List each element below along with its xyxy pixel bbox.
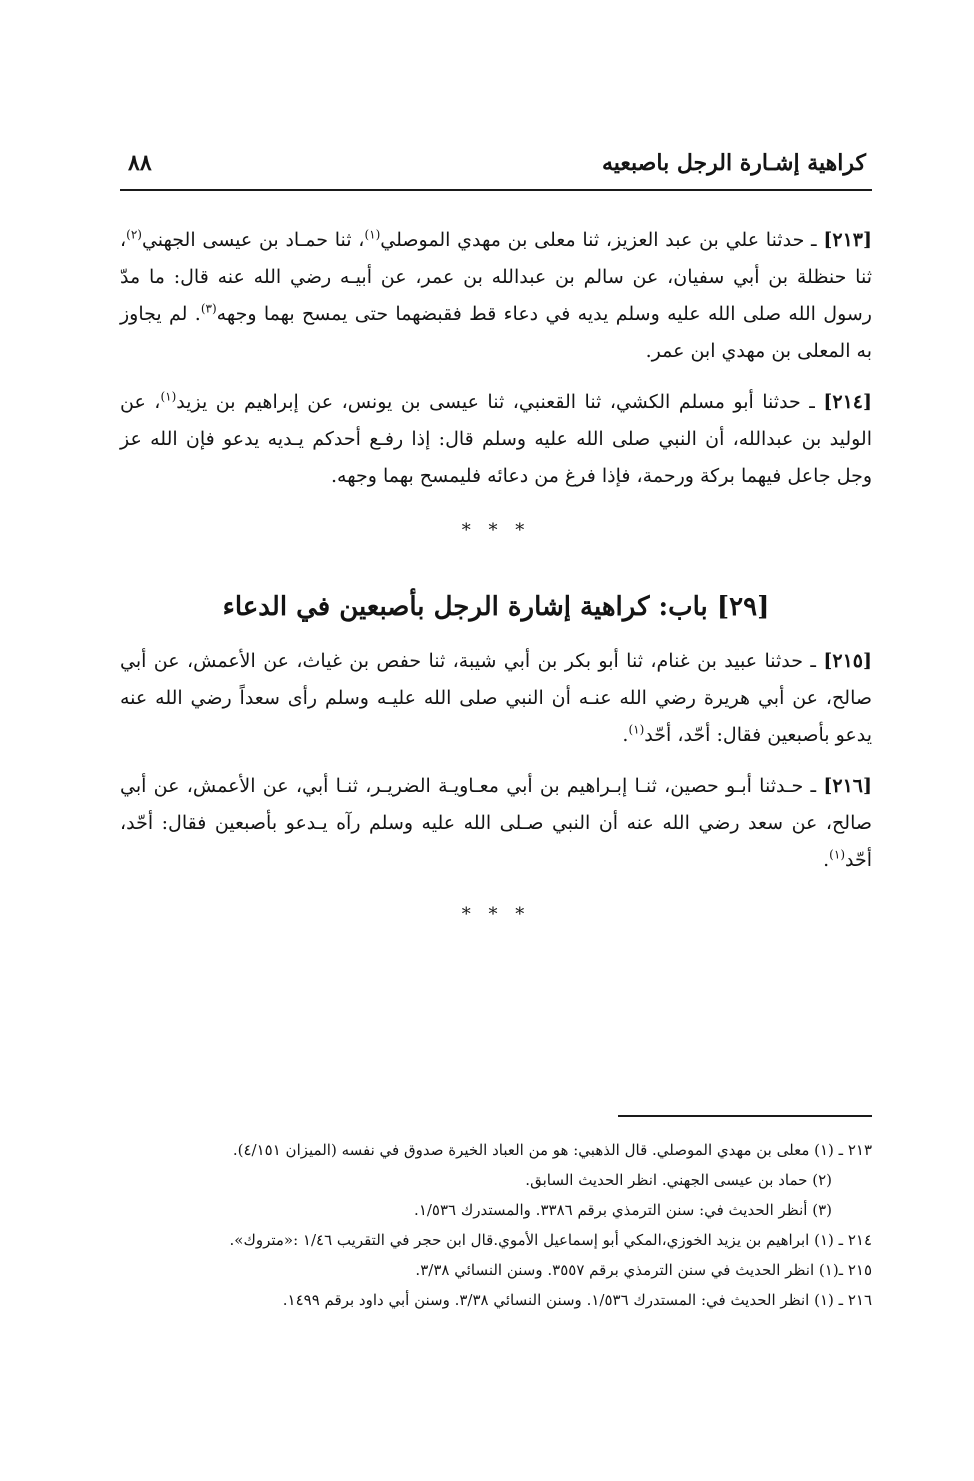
footnote: (٢) حماد بن عيسى الجهني. انظر الحديث السابق. — [525, 1171, 832, 1189]
running-title: كراهية إشـارة الرجل باصبعيه — [602, 150, 866, 176]
hadith-number: [٢١٤] — [823, 391, 872, 413]
chapter-title: [٢٩] باب: كراهية إشارة الرجل بأصبعين في الدعاء — [222, 592, 770, 622]
hadith-213 — [120, 222, 872, 370]
hadith-215 — [120, 643, 872, 754]
footnote-rule — [618, 1115, 872, 1117]
footnote-ref[interactable]: (١) — [628, 722, 645, 737]
section-separator: * * * — [461, 904, 531, 925]
hadith-text: ـ حدثنا علي بن عبد العزيز، ثنا معلى بن مهدي الموصلي — [380, 229, 824, 251]
footnote: ٢١٦ ـ (١) انظر الحديث في: المستدرك ١/٥٣٦. وسنن النسائي ٣/٣٨. وسنن أبي داود برقم ١٤٩٩. — [282, 1291, 872, 1309]
hadith-214 — [120, 384, 872, 495]
hadith-216 — [120, 768, 872, 879]
hadith-text: ، ثنا حنظلة بن أبي سفيان، عن سالم بن عبدالله بن عمر، عن أبيـه رضي الله عنه قال: ما مدّ رسول الله صلى الله عليه وسلم يديه في دعاء قط فقبضهما حتى يمسح بهما وجهه — [120, 229, 872, 325]
hadith-text: . لم يجاوز به المعلى بن مهدي ابن عمر. — [120, 303, 872, 362]
hadith-text: . — [622, 724, 629, 746]
hadith-text: ـ حدثنا عبيد بن غنام، ثنا أبو بكر بن أبي شيبة، ثنا حفص بن غياث، عن الأعمش، عن أبي صالح، عن أبي هريرة رضي الله عنـه أن النبي صلى الله عليـه وسلم رأى سعداً رضي الله عنه يدعو بأصبعين فقال: أحّد، أحّد — [120, 650, 872, 746]
footnote: (٣) أنظر الحديث في: سنن الترمذي برقم ٣٣٨٦. والمستدرك ١/٥٣٦. — [414, 1201, 832, 1219]
hadith-text: ، ثنا حمـاد بن عيسى الجهني — [141, 229, 365, 251]
footnote: ٢١٤ ـ (١) ابراهيم بن يزيد الخوزي،المكي أبو إسماعيل الأموي.قال ابن حجر في التقريب ١/٤٦ :«متروك». — [229, 1231, 872, 1249]
main-text — [120, 222, 872, 935]
hadith-text: ـ حـدثنا أبـو حصين، ثنـا إبـراهيم بن أبي معـاويـة الضريـر، ثنـا أبي، عن الأعمش، عن أبي صالح، عن سعد رضي الله عنه أن النبي صـلى الله عليه وسلم رآه يـدعو بأصبعين فقال: أحّد، أحّد — [120, 775, 872, 871]
hadith-text: . — [823, 849, 830, 871]
section-separator: * * * — [461, 520, 531, 541]
running-head — [120, 150, 872, 190]
page-number: ٨٨ — [128, 150, 152, 176]
footnote-list — [120, 1135, 872, 1315]
footnote-ref[interactable]: (٢) — [126, 227, 142, 242]
hadith-number: [٢١٦] — [823, 775, 872, 797]
hadith-number: [٢١٥] — [823, 650, 872, 672]
hadith-text: ـ حدثنا أبو مسلم الكشي، ثنا القعنبي، ثنا عيسى بن يونس، عن إبراهيم بن يزيد — [176, 391, 824, 413]
footnote: ٢١٣ ـ (١) معلى بن مهدي الموصلي. قال الذهبي: هو من العباد الخيرة صدوق في نفسه (الميزان ٤/١٥١). — [232, 1141, 872, 1159]
hadith-text: ، عن الوليد بن عبدالله، أن النبي صلى الله عليه وسلم قال: إذا رفـع أحدكم يـديه يدعو فإن الله عز وجل جاعل فيهما بركة ورحمة، فإذا فرغ من دعائه فليمسح بهما وجهه. — [120, 391, 872, 487]
footnote-ref[interactable]: (١) — [829, 847, 845, 862]
footnote: ٢١٥ ـ(١) انظر الحديث في سنن الترمذي برقم ٣٥٥٧. وسنن النسائي ٣/٣٨. — [415, 1261, 872, 1279]
footnote-ref[interactable]: (١) — [364, 227, 381, 242]
hadith-number: [٢١٣] — [823, 229, 872, 251]
footnote-ref[interactable]: (١) — [160, 389, 177, 404]
footnote-ref[interactable]: (٣) — [200, 301, 217, 316]
header-rule — [120, 189, 872, 191]
